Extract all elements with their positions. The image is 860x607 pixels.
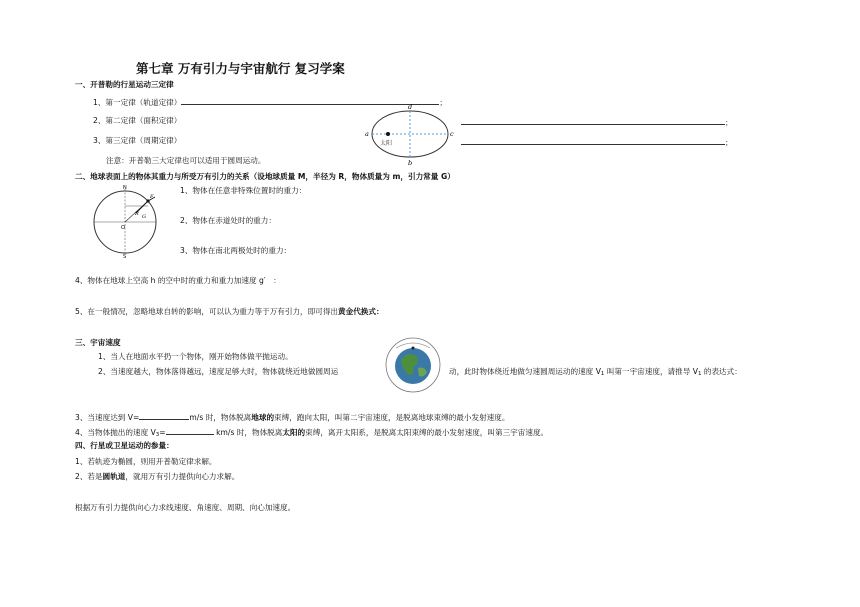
label-d: d bbox=[408, 103, 413, 111]
section-4-heading: 四、行星或卫星运动的参量： bbox=[75, 441, 174, 450]
law-3-answer bbox=[461, 136, 733, 148]
line-4-bold: 太阳的 bbox=[282, 428, 306, 437]
third-velocity-blank[interactable] bbox=[166, 426, 214, 435]
sun-dot bbox=[386, 132, 390, 136]
law-2-answer bbox=[461, 116, 733, 128]
label-south: S bbox=[123, 254, 127, 258]
motion-line-1: 1、若轨迹为椭圆，则用开普勒定律求解。 bbox=[75, 457, 217, 466]
line-2-text-b: 叫第一宇宙速度，请推导 V bbox=[604, 367, 698, 376]
launch-point bbox=[412, 347, 415, 350]
circular-orbit-label: 圆轨道 bbox=[102, 472, 126, 481]
line-2-text-a: 动，此时物体绕近地做匀速圆周运动的速度 V bbox=[449, 367, 601, 376]
earth-gravity-figure bbox=[90, 184, 162, 258]
line-3-bold: 地球的 bbox=[251, 413, 275, 422]
golden-substitution-label: 黄金代换式： bbox=[338, 307, 384, 316]
cosmic-line-2-left: 2、当速度越大，物体落得越远，速度足够大时，物体就绕近地做圆周运 bbox=[98, 367, 339, 376]
line-4-text-d: 束缚，离开太阳系，是脱离太阳束缚的最小发射速度，叫第三宇宙速度。 bbox=[305, 428, 549, 437]
gravity-item-3: 3、物体在南北两极处时的重力： bbox=[180, 246, 292, 255]
gravity-item-5 bbox=[75, 307, 384, 317]
law-3-blank[interactable] bbox=[461, 136, 725, 145]
sun-label: 太阳 bbox=[380, 140, 393, 147]
label-b: b bbox=[408, 159, 413, 166]
label-north: N bbox=[123, 185, 127, 191]
cosmic-line-4 bbox=[75, 426, 548, 440]
law-1-end: ； bbox=[439, 98, 447, 107]
subscript-1b: 1 bbox=[697, 371, 702, 377]
line-3-text-a: 3、当速度达到 V= bbox=[75, 413, 140, 422]
line-4-text-c: km/s 时，物体脱离 bbox=[213, 428, 283, 437]
page-title: 第七章 万有引力与宇宙航行 复习学案 bbox=[136, 61, 345, 76]
cosmic-line-1: 1、当人在地面水平扔一个物体，刚开始物体做平抛运动。 bbox=[98, 352, 293, 361]
footer-note: 根据万有引力提供向心力求线速度、角速度、周期、向心加速度。 bbox=[75, 503, 296, 512]
motion-line-2 bbox=[75, 472, 239, 482]
cosmic-line-2-right bbox=[449, 367, 742, 379]
section-1-heading: 一、开普勒的行星运动三定律 bbox=[75, 80, 174, 89]
ellipse-orbit-figure bbox=[362, 102, 458, 166]
kepler-note: 注意：开普勒三大定律也可以适用于圆周运动。 bbox=[106, 156, 266, 165]
subscript-3: 3 bbox=[155, 432, 160, 438]
line-3-text-b: m/s 时，物体脱离 bbox=[189, 413, 252, 422]
label-gravity: G bbox=[142, 214, 146, 220]
line-4-equals: = bbox=[159, 428, 166, 437]
gravity-item-1: 1、物体在任意非特殊位置时的重力： bbox=[180, 186, 307, 195]
line-4-text-a: 4、当物体抛出的速度 V bbox=[75, 428, 156, 437]
label-force: F bbox=[150, 194, 154, 200]
section-3-heading: 三、宇宙速度 bbox=[75, 338, 121, 347]
earth-orbit-figure bbox=[384, 336, 442, 394]
line-2-prefix: 2、若是 bbox=[75, 472, 103, 481]
law-1-label: 1、第一定律（轨道定律） bbox=[93, 98, 182, 107]
law-3-end: ； bbox=[725, 138, 733, 147]
second-velocity-blank[interactable] bbox=[139, 411, 189, 420]
line-2-text-c: 的表达式： bbox=[701, 367, 742, 376]
subscript-1: 1 bbox=[600, 371, 605, 377]
law-2-blank[interactable] bbox=[461, 116, 725, 125]
law-2-end: ； bbox=[725, 118, 733, 127]
label-a: a bbox=[365, 130, 369, 138]
label-center: O bbox=[121, 225, 125, 231]
label-radius: R bbox=[135, 211, 139, 217]
item-5-text: 5、在一般情况，忽略地球自转的影响，可以认为重力等于万有引力，即可得出 bbox=[75, 307, 339, 316]
line-2-suffix: ，就用万有引力提供向心力求解。 bbox=[125, 472, 240, 481]
section-2-heading: 二、地球表面上的物体其重力与所受万有引力的关系（设地球质量 M，半径为 R，物体质量为 m，引力常量 G） bbox=[75, 172, 455, 181]
law-2-label: 2、第二定律（面积定律） bbox=[93, 116, 182, 125]
label-c: c bbox=[450, 130, 454, 138]
gravity-item-4: 4、物体在地球上空高 h 的空中时的重力和重力加速度 g′ ： bbox=[75, 276, 281, 285]
line-3-text-c: 束缚，跑向太阳，叫第二宇宙速度，是脱离地球束缚的最小发射速度。 bbox=[274, 413, 510, 422]
law-3-label: 3、第三定律（周期定律） bbox=[93, 136, 182, 145]
cosmic-line-3 bbox=[75, 411, 509, 423]
gravity-item-2: 2、物体在赤道处时的重力： bbox=[180, 216, 276, 225]
